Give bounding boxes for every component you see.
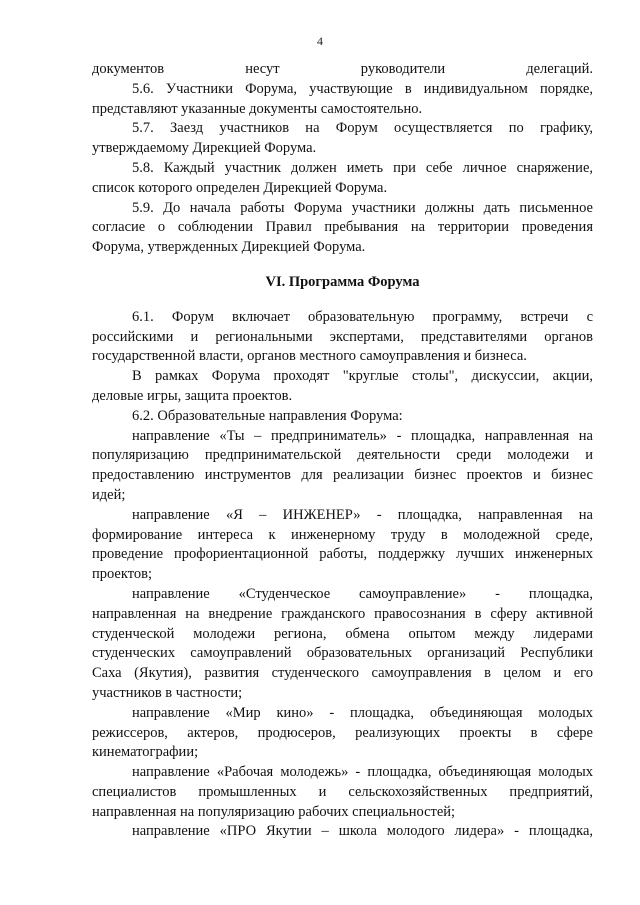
text-line: участников в частности;	[92, 684, 243, 701]
text-line: формирование интереса к инженерному труду в молодежной среде,	[92, 526, 593, 543]
text-line: 5.6. Участники Форума, участвующие в индивидуальном порядке,	[132, 80, 593, 97]
text-line: студенческих самоуправлений образовательных организаций Республики	[92, 645, 593, 662]
text-line: В рамках Форума проходят "круглые столы", дискуссии, акции,	[132, 368, 593, 385]
text-line: 5.9. До начала работы Форума участники должны дать письменное	[132, 199, 593, 216]
text-line: идей;	[92, 486, 126, 503]
text-line: проведение профориентационной работы, поддержку лучших инженерных	[92, 546, 593, 563]
page-body	[92, 60, 593, 842]
text-line: документов несут руководители делегаций.	[92, 61, 593, 77]
text-line: режиссеров, актеров, продюсеров, реализующих проекты в сфере	[92, 724, 593, 741]
text-line: 5.7. Заезд участников на Форум осуществляется по графику,	[132, 120, 593, 137]
text-line: проектов;	[92, 566, 152, 583]
text-line: Саха (Якутия), развития студенческого самоуправления в целом и его	[92, 665, 593, 682]
text-line: 6.1. Форум включает образовательную программу, встречи с	[132, 308, 593, 325]
text-line: специалистов промышленных и сельскохозяйственных предприятий,	[92, 783, 593, 800]
text-line: утверждаемому Дирекцией Форума.	[92, 140, 317, 157]
page-number: 4	[317, 34, 323, 48]
text-line: направление «Рабочая молодежь» - площадка, объединяющая молодых	[132, 764, 593, 781]
text-line: направление «Я – ИНЖЕНЕР» - площадка, направленная на	[132, 506, 593, 523]
text-line: список которого определен Дирекцией Форума.	[92, 179, 388, 196]
text-line: согласие о соблюдении Правил пребывания на территории проведения	[92, 219, 593, 236]
text-line: 5.8. Каждый участник должен иметь при себе личное снаряжение,	[132, 159, 593, 176]
text-line: российскими и региональными экспертами, представителями органов	[92, 328, 593, 345]
text-line: Форума, утвержденных Дирекцией Форума.	[92, 239, 366, 256]
text-line: направление «Ты – предприниматель» - площадка, направленная на	[132, 427, 593, 444]
text-line: 6.2. Образовательные направления Форума:	[132, 407, 403, 424]
text-line: кинематографии;	[92, 744, 199, 761]
text-line: направление «ПРО Якутии – школа молодого лидера» - площадка,	[132, 823, 593, 840]
text-line: предоставлению инструментов для реализации бизнес проектов и бизнес	[92, 467, 593, 484]
text-line: направление «Мир кино» - площадка, объединяющая молодых	[132, 704, 593, 721]
text-line: студенческой молодежи региона, обмена опытом между лидерами	[92, 625, 593, 642]
text-line: государственной власти, органов местного самоуправления и бизнеса.	[92, 348, 527, 365]
text-line: популяризацию предпринимательской деятельности среди молодежи и	[92, 447, 593, 464]
text-line: направленная на популяризацию рабочих специальностей;	[92, 803, 456, 820]
section-heading: VI. Программа Форума	[265, 273, 420, 290]
text-line: направленная на внедрение гражданского правосознания в сферу активной	[92, 605, 593, 622]
text-line: представляют указанные документы самостоятельно.	[92, 100, 423, 117]
text-line: направление «Студенческое самоуправление» - площадка,	[132, 585, 593, 602]
text-line: деловые игры, защита проектов.	[92, 387, 293, 404]
